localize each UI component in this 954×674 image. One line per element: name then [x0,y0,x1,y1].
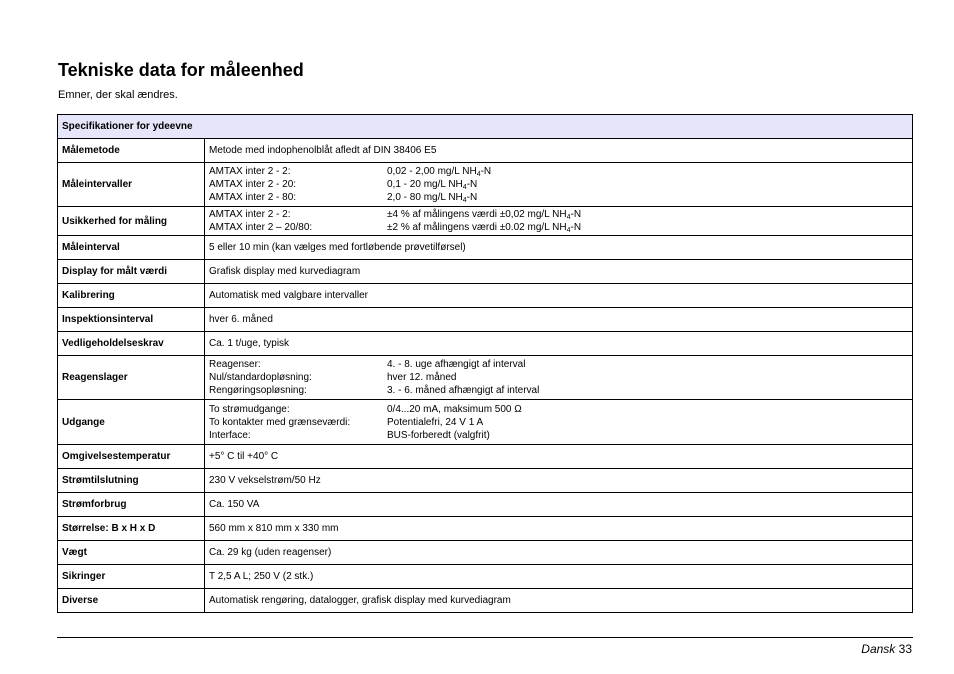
table-row [58,236,913,260]
table-header-row [58,115,913,139]
row-subvalue: ±4 % af målingens værdi ±0,02 mg/L $NH_4-N$ [387,209,582,221]
row-label: Strømtilslutning [58,469,205,493]
row-value: T 2,5 A L; 250 V (2 stk.) [205,565,913,589]
row-subvalue: 0,1 - 20 mg/L $NH_4-N$ [387,179,478,191]
row-value: Metode med indophenolblåt afledt af DIN 38406 E5 [205,139,913,163]
table-row [58,589,913,613]
row-subvalue: Potentialefri, 24 V 1 A [387,416,484,428]
row-subvalue: 4. - 8. uge afhængigt af interval [387,359,526,370]
row-subvalue: hver 12. måned [387,372,457,383]
table-row [58,332,913,356]
row-label: Inspektionsinterval [58,308,205,332]
row-label: Strømforbrug [58,493,205,517]
row-key: AMTAX inter 2 - 2: [209,166,291,177]
row-label: Måleintervaller [58,163,205,207]
row-key: AMTAX inter 2 - 80: [209,192,297,203]
row-label: Omgivelsestemperatur [58,445,205,469]
table-row [58,308,913,332]
row-value: Automatisk rengøring, datalogger, grafisk display med kurvediagram [205,589,913,613]
table-row [58,139,913,163]
row-value: hver 6. måned [205,308,913,332]
table-row [58,260,913,284]
row-key: To kontakter med grænseværdi: [209,416,351,428]
row-label: Størrelse: B x H x D [58,517,205,541]
row-label: Kalibrering [58,284,205,308]
table-row [58,207,913,236]
page-footer [861,642,912,656]
row-value: Ca. 150 VA [205,493,913,517]
row-value [205,163,913,207]
footer-language: Dansk [861,642,896,656]
table-header: Specifikationer for ydeevne [58,115,913,139]
row-subvalue: 0/4...20 mA, maksimum 500 Ω [387,403,522,415]
row-value: 5 eller 10 min (kan vælges med fortløbende prøvetilførsel) [205,236,913,260]
row-key: To strømudgange: [209,403,290,415]
row-subvalue: BUS-forberedt (valgfrit) [387,429,490,441]
table-row [58,493,913,517]
table-row [58,284,913,308]
row-value [205,356,913,400]
row-value: Automatisk med valgbare intervaller [205,284,913,308]
row-key: AMTAX inter 2 - 20: [209,179,297,190]
row-value: Grafisk display med kurvediagram [205,260,913,284]
page-number: 33 [898,642,912,656]
table-row [58,445,913,469]
row-key: AMTAX inter 2 – 20/80: [209,222,313,233]
row-key: Nul/standardopløsning: [209,372,312,383]
row-subvalue: ±2 % af målingens værdi ±0.02 mg/L $NH_4-N$ [387,222,582,234]
row-label: Udgange [58,400,205,445]
table-row [58,517,913,541]
row-value: Ca. 29 kg (uden reagenser) [205,541,913,565]
row-subvalue: 3. - 6. måned afhængigt af interval [387,385,540,396]
row-key: Interface: [209,429,251,441]
row-label: Reagenslager [58,356,205,400]
row-value: +5° C til +40° C [205,445,913,469]
row-label: Diverse [58,589,205,613]
table-row [58,541,913,565]
row-label: Vedligeholdelseskrav [58,332,205,356]
row-value: Ca. 1 t/uge, typisk [205,332,913,356]
table-row [58,565,913,589]
row-subvalue: 0,02 - 2,00 mg/L $NH_4-N$ [387,166,492,178]
row-label: Sikringer [58,565,205,589]
row-value: 230 V vekselstrøm/50 Hz [205,469,913,493]
row-key: AMTAX inter 2 - 2: [209,209,291,220]
footer-divider [57,637,913,638]
row-label: Vægt [58,541,205,565]
spec-table [57,114,913,613]
page-title: Tekniske data for måleenhed [58,60,304,80]
row-value: 560 mm x 810 mm x 330 mm [205,517,913,541]
row-value [205,400,913,445]
table-row [58,469,913,493]
row-key: Rengøringsopløsning: [209,385,307,396]
row-label: Display for målt værdi [58,260,205,284]
table-row [58,356,913,400]
row-subvalue: 2,0 - 80 mg/L $NH_4-N$ [387,192,478,204]
row-key: Reagenser: [209,359,261,370]
page-subtitle: Emner, der skal ændres. [58,89,178,101]
table-row [58,400,913,445]
row-label: Målemetode [58,139,205,163]
row-label: Usikkerhed for måling [58,207,205,236]
table-row [58,163,913,207]
row-value [205,207,913,236]
row-label: Måleinterval [58,236,205,260]
